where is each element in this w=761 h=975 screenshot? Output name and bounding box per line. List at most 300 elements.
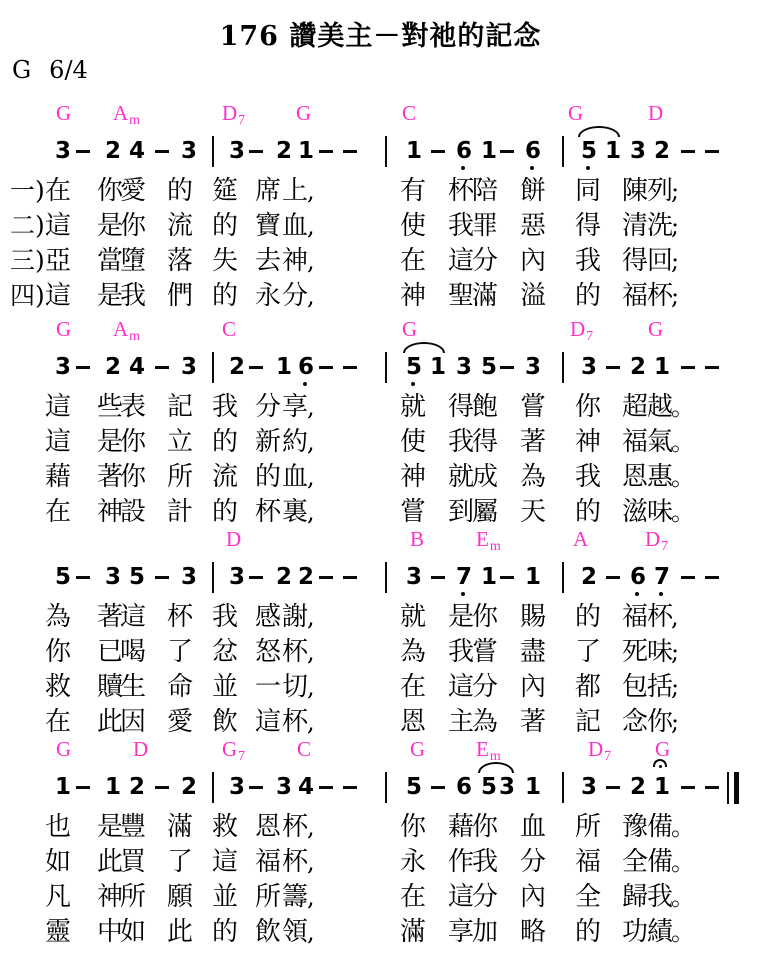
low-octave-dot [303,382,307,386]
note-digit: 5 [481,354,498,380]
lyric-punctuation: , [307,883,315,911]
lyric-char: 你 [400,812,427,842]
lyric-char: 這 [45,211,72,241]
lyric-char: 願 [167,882,194,912]
lyric-char: 的 [575,281,602,311]
lyric-char: 得 [472,427,499,457]
lyric-punctuation: , [307,463,315,491]
chord-symbol [568,101,583,125]
lyric-char: 筵 [212,176,239,206]
chord-root: C [297,737,312,761]
note-dash [500,366,514,369]
lyric-char: 你 [97,176,124,206]
lyric-char: 如 [45,847,72,877]
note-digit: 2 [630,354,647,380]
lyric-punctuation: , [307,393,315,421]
chord-root: G [410,737,426,761]
chord-symbol [297,737,311,761]
lyric-char: 失 [212,246,239,276]
lyric-char: 所 [255,882,282,912]
lyric-char: 去 [255,246,282,276]
lyric-char: 表 [120,392,147,422]
note-digit: 3 [406,564,423,590]
note-dash [319,150,333,153]
lyric-char: 的 [212,917,239,947]
lyric-char: 的 [212,211,239,241]
bar-line [385,352,387,383]
lyric-char: 永 [255,281,282,311]
note-dash [606,366,620,369]
lyric-char: 念 [622,707,649,737]
note-dash [319,786,333,789]
chord-root: D [222,101,238,125]
lyric-char: 此 [167,917,194,947]
bar-line [212,136,214,167]
note-digit: 1 [105,774,122,800]
note-digit: 6 [630,564,647,590]
chord-subscript: 7 [238,749,246,764]
lyric-char: 我 [448,211,475,241]
lyric-punctuation: , [307,918,315,946]
lyric-char: 飲 [255,917,282,947]
lyric-char: 你 [120,427,147,457]
lyric-char: 所 [167,462,194,492]
note-dash [76,576,90,579]
note-digit: 5 [129,564,146,590]
lyric-char: 溢 [520,281,547,311]
lyric-char: 的 [212,281,239,311]
lyric-row [0,391,761,426]
lyric-char: 餅 [520,176,547,206]
note-digit: 5 [55,564,72,590]
lyric-char: 使 [400,211,427,241]
chord-subscript: m [129,329,141,344]
lyric-char: 神 [400,462,427,492]
lyric-char: 喝 [120,637,147,667]
lyric-char: 使 [400,427,427,457]
note-digit: 3 [276,774,293,800]
lyric-char: 愛 [167,707,194,737]
lyric-punctuation: , [307,673,315,701]
note-digit: 1 [276,354,293,380]
lyric-char: 分 [520,847,547,877]
note-dash [343,150,357,153]
chord-symbol [402,101,416,125]
note-digit: 2 [654,138,671,164]
lyric-row [0,846,761,881]
lyric-punctuation: , [307,428,315,456]
chord-root: G [56,737,72,761]
lyric-char: 回 [647,246,674,276]
lyric-char: 杯 [167,602,194,632]
chord-row [0,317,761,345]
lyric-punctuation: , [307,708,315,736]
note-digit: 4 [129,354,146,380]
note-dash [705,576,719,579]
note-dash [343,366,357,369]
lyric-char: 杯 [282,707,309,737]
lyric-char: 你 [45,637,72,667]
chord-subscript: m [489,749,501,764]
lyric-char: 寶 [255,211,282,241]
lyric-char: 計 [167,497,194,527]
note-dash [319,366,333,369]
lyric-char: 流 [212,462,239,492]
note-digit: 7 [456,564,473,590]
lyric-char: 得 [448,392,475,422]
chord-symbol [410,527,424,551]
note-digit: 2 [298,564,315,590]
lyric-char: 主 [448,707,475,737]
chord-root: D [133,737,149,761]
note-digit: 1 [654,354,671,380]
lyric-char: 這 [45,427,72,457]
note-digit: 5 [481,774,498,800]
note-digit: 2 [276,564,293,590]
note-dash [343,786,357,789]
lyric-char: 此 [97,847,124,877]
low-octave-dot [635,592,639,596]
lyric-char: 恩 [255,812,282,842]
lyric-char: 你 [575,392,602,422]
lyric-char: 救 [45,672,72,702]
lyric-char: 在 [45,176,72,206]
note-digit: 2 [581,564,598,590]
lyric-row [0,175,761,210]
lyric-row [0,671,761,706]
lyric-char: 這 [448,246,475,276]
note-digit: 1 [525,564,542,590]
lyric-char: 杯 [282,637,309,667]
lyric-char: 飽 [472,392,499,422]
lyric-char: 是 [97,211,124,241]
bar-line [562,772,564,803]
chord-symbol [648,317,663,341]
note-dash [319,576,333,579]
lyric-char: 包 [622,672,649,702]
note-digit: 1 [525,774,542,800]
lyric-char: 滋 [622,497,649,527]
chord-subscript: 7 [604,749,612,764]
lyric-punctuation: ; [671,247,680,275]
note-digit: 7 [654,564,671,590]
chord-symbol [56,317,71,341]
lyric-punctuation: , [307,603,315,631]
lyric-row [0,916,761,951]
lyric-char: 一 [255,672,282,702]
lyric-char: 這 [120,602,147,632]
lyric-char: 了 [575,637,602,667]
note-digit: 5 [406,354,423,380]
note-digit: 3 [630,138,647,164]
lyric-punctuation: 。 [671,428,695,456]
lyric-char: 杯 [448,176,475,206]
note-digit: 3 [181,564,198,590]
chord-symbol [113,317,140,345]
chord-root: G [56,317,72,341]
lyric-char: 神 [282,246,309,276]
chord-root: G [296,101,312,125]
chord-root: B [410,527,425,551]
chord-root: D [226,527,242,551]
note-digit: 3 [55,354,72,380]
lyric-char: 了 [167,637,194,667]
note-dash [343,576,357,579]
note-digit: 3 [525,354,542,380]
lyric-row [0,706,761,741]
low-octave-dot [461,592,465,596]
lyric-char: 流 [167,211,194,241]
lyric-char: 盡 [520,637,547,667]
lyric-char: 如 [120,917,147,947]
low-octave-dot [586,166,590,170]
lyric-char: 在 [45,707,72,737]
note-digit: 1 [406,138,423,164]
lyric-char: 我 [448,427,475,457]
lyric-char: 歸 [622,882,649,912]
lyric-char: 嘗 [520,392,547,422]
lyric-punctuation: 。 [671,883,695,911]
bar-line [562,352,564,383]
lyric-char: 都 [575,672,602,702]
note-dash [155,786,169,789]
chord-root: A [113,317,129,341]
lyric-char: 凡 [45,882,72,912]
lyric-row [0,210,761,245]
chord-root: G [655,737,671,761]
lyric-punctuation: , [307,282,315,310]
lyric-char: 所 [120,882,147,912]
note-dash [249,786,263,789]
fermata-icon [653,759,669,771]
lyric-char: 為 [45,602,72,632]
bar-line [385,136,387,167]
lyric-char: 愛 [120,176,147,206]
lyric-char: 是 [448,602,475,632]
lyric-char: 切 [282,672,309,702]
chord-root: E [476,527,489,551]
lyric-row [0,881,761,916]
lyric-char: 感 [255,602,282,632]
lyric-char: 的 [212,427,239,457]
note-dash [76,150,90,153]
lyric-punctuation: ; [671,177,680,205]
lyric-char: 記 [167,392,194,422]
lyric-char: 同 [575,176,602,206]
lyric-char: 飲 [212,707,239,737]
lyric-row [0,811,761,846]
lyric-row [0,245,761,280]
lyric-char: 聖 [448,281,475,311]
chord-symbol [402,317,417,341]
lyric-char: 你 [472,812,499,842]
lyric-char: 就 [400,602,427,632]
note-digit: 2 [105,354,122,380]
lyric-char: 此 [97,707,124,737]
lyric-char: 全 [622,847,649,877]
lyric-punctuation: 。 [671,498,695,526]
chord-subscript: 7 [586,329,594,344]
note-dash [155,576,169,579]
lyric-char: 惠 [647,462,674,492]
lyric-char: 分 [255,392,282,422]
note-dash [249,366,263,369]
lyric-char: 落 [167,246,194,276]
lyric-char: 恩 [400,707,427,737]
lyric-char: 內 [520,672,547,702]
lyric-char: 在 [400,882,427,912]
lyric-char: 加 [472,917,499,947]
lyric-char: 賜 [520,602,547,632]
note-digit: 2 [276,138,293,164]
lyric-char: 著 [97,602,124,632]
lyric-char: 內 [520,882,547,912]
lyric-punctuation: 。 [671,463,695,491]
hymn-title: 176 讚美主－對祂的記念 [219,21,542,52]
lyric-char: 著 [97,462,124,492]
lyric-char: 亞 [45,246,72,276]
chord-symbol [56,101,71,125]
chord-row [0,527,761,555]
final-bar-thick [734,772,739,804]
chord-symbol [588,737,611,765]
note-digit: 1 [605,138,622,164]
note-digit: 2 [129,774,146,800]
note-digit: 4 [129,138,146,164]
lyric-char: 在 [400,246,427,276]
lyric-char: 超 [622,392,649,422]
chord-root: C [222,317,237,341]
lyric-char: 我 [448,637,475,667]
lyric-char: 你 [647,707,674,737]
chord-row [0,737,761,765]
chord-subscript: m [129,113,141,128]
lyric-char: 藉 [448,812,475,842]
chord-symbol [222,317,236,341]
note-dash [705,150,719,153]
note-dash [431,786,445,789]
lyric-char: 得 [622,246,649,276]
lyric-char: 味 [647,497,674,527]
note-digit: 1 [654,774,671,800]
verse-marker: 二) [10,211,45,240]
lyric-char: 杯 [647,281,674,311]
chord-symbol [222,101,245,129]
lyric-punctuation: ; [671,282,680,310]
lyric-char: 的 [575,602,602,632]
lyric-row [0,461,761,496]
lyric-char: 杯 [282,847,309,877]
lyric-char: 福 [575,847,602,877]
lyric-punctuation: , [307,247,315,275]
lyric-char: 為 [520,462,547,492]
note-digit: 3 [181,354,198,380]
note-digit: 1 [481,138,498,164]
music-system [0,317,761,533]
time-signature: 6/4 [49,56,88,84]
note-dash [76,786,90,789]
fermata-dot [659,765,662,768]
lyric-punctuation: , [671,603,679,631]
lyric-char: 中 [97,917,124,947]
lyric-char: 績 [647,917,674,947]
lyric-char: 救 [212,812,239,842]
lyric-char: 享 [448,917,475,947]
lyric-char: 裏 [282,497,309,527]
note-dash [431,576,445,579]
lyric-char: 我 [472,847,499,877]
chord-symbol [133,737,148,761]
note-dash [681,576,695,579]
lyric-char: 你 [120,211,147,241]
chord-root: D [648,101,664,125]
lyric-char: 是 [97,812,124,842]
lyric-char: 所 [575,812,602,842]
lyric-char: 我 [575,462,602,492]
chord-symbol [655,737,670,761]
lyric-char: 福 [622,281,649,311]
lyric-char: 上 [282,176,309,206]
lyric-char: 備 [647,812,674,842]
lyric-char: 功 [622,917,649,947]
lyric-char: 永 [400,847,427,877]
chord-symbol [570,317,593,345]
chord-root: D [570,317,586,341]
lyric-char: 豫 [622,812,649,842]
lyric-char: 杯 [647,602,674,632]
note-digit: 3 [456,354,473,380]
lyric-char: 藉 [45,462,72,492]
chord-subscript: 7 [238,113,246,128]
lyric-char: 席 [255,176,282,206]
lyric-char: 內 [520,246,547,276]
bar-line [385,772,387,803]
lyric-char: 福 [622,427,649,457]
lyric-char: 新 [255,427,282,457]
bar-line [212,562,214,593]
note-digit: 6 [298,354,315,380]
lyric-char: 的 [167,176,194,206]
lyric-char: 血 [520,812,547,842]
chord-root: G [402,317,418,341]
note-dash [681,366,695,369]
chord-symbol [645,527,668,555]
lyric-char: 陪 [472,176,499,206]
note-dash [705,366,719,369]
lyric-char: 在 [45,497,72,527]
lyric-char: 生 [120,672,147,702]
lyric-char: 味 [647,637,674,667]
lyric-char: 成 [472,462,499,492]
lyric-char: 當 [97,246,124,276]
lyric-char: 嘗 [400,497,427,527]
lyric-punctuation: ; [671,708,680,736]
lyric-char: 因 [120,707,147,737]
lyric-char: 杯 [282,812,309,842]
note-dash [249,576,263,579]
note-digit: 3 [55,138,72,164]
lyric-char: 這 [255,707,282,737]
lyric-char: 約 [282,427,309,457]
lyric-punctuation: , [307,498,315,526]
note-digit: 3 [581,774,598,800]
lyric-char: 著 [520,707,547,737]
low-octave-dot [461,166,465,170]
lyric-row [0,636,761,671]
lyric-char: 這 [45,281,72,311]
lyric-char: 福 [255,847,282,877]
verse-marker: 四) [10,281,45,310]
